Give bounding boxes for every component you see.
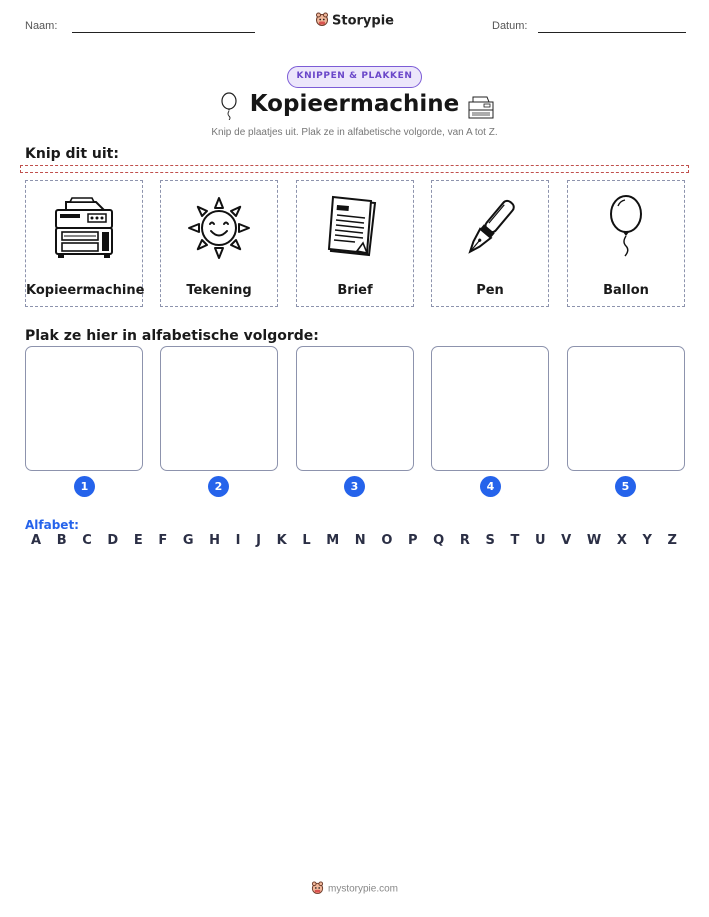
copier-icon [26, 189, 142, 267]
storypie-logo-icon [311, 881, 324, 897]
alphabet-letter: V [561, 533, 572, 548]
alphabet-letter: H [209, 533, 221, 548]
card-label: Kopieermachine [26, 283, 145, 298]
cut-card[interactable] [296, 180, 414, 307]
alphabet-title: Alfabet: [25, 518, 79, 532]
alphabet-letter: P [408, 533, 418, 548]
cut-line [20, 165, 689, 173]
brand [0, 12, 709, 30]
sun-icon [161, 189, 277, 267]
alphabet-row [25, 533, 687, 548]
slot-number: 3 [344, 476, 365, 497]
storypie-logo-icon [315, 12, 329, 30]
alphabet-letter: G [182, 533, 194, 548]
cut-card[interactable] [25, 180, 143, 307]
alphabet-letter: I [235, 533, 241, 548]
paste-slot[interactable] [567, 346, 685, 471]
cut-card[interactable] [567, 180, 685, 307]
card-label: Brief [337, 283, 373, 298]
footer-site-link[interactable]: mystorypie.com [327, 883, 398, 895]
cut-card[interactable] [160, 180, 278, 307]
slot-number: 5 [615, 476, 636, 497]
paste-slot[interactable] [431, 346, 549, 471]
alphabet-letter: Y [642, 533, 652, 548]
alphabet-letter: X [616, 533, 627, 548]
slot-number: 2 [208, 476, 229, 497]
letter-icon [297, 189, 413, 267]
alphabet-letter: D [107, 533, 119, 548]
alphabet-letter: U [534, 533, 546, 548]
copier-deco-icon [467, 94, 495, 124]
page-title: Kopieermachine [249, 91, 460, 117]
alphabet-letter: C [82, 533, 92, 548]
alphabet-letter: S [485, 533, 495, 548]
card-label: Pen [476, 283, 504, 298]
alphabet-letter: L [302, 533, 311, 548]
alphabet-letter: B [56, 533, 67, 548]
alphabet-letter: T [510, 533, 520, 548]
paste-slot[interactable] [296, 346, 414, 471]
date-line[interactable] [538, 32, 686, 33]
cut-card[interactable] [431, 180, 549, 307]
instructions: Knip de plaatjes uit. Plak ze in alfabetische volgorde, van A tot Z. [211, 127, 498, 138]
alphabet-letter: M [326, 533, 340, 548]
slot-number: 1 [74, 476, 95, 497]
alphabet-letter: W [586, 533, 602, 548]
alphabet-letter: N [354, 533, 366, 548]
footer [0, 881, 709, 897]
paste-slot[interactable] [160, 346, 278, 471]
card-label: Ballon [603, 283, 649, 298]
alphabet-letter: R [459, 533, 470, 548]
name-label: Naam: [25, 20, 58, 32]
fountain-pen-icon [432, 189, 548, 267]
alphabet-letter: K [276, 533, 287, 548]
alphabet-letter: Z [667, 533, 677, 548]
name-line[interactable] [72, 32, 255, 33]
alphabet-letter: E [133, 533, 143, 548]
card-label: Tekening [186, 283, 252, 298]
alphabet-letter: Q [433, 533, 445, 548]
date-label: Datum: [492, 20, 528, 32]
alphabet-letter: J [256, 533, 261, 548]
balloon-icon [568, 189, 684, 267]
alphabet-letter: A [31, 533, 42, 548]
slot-number: 4 [480, 476, 501, 497]
paste-slot[interactable] [25, 346, 143, 471]
cut-section-heading: Knip dit uit: [25, 146, 119, 162]
activity-type-badge: KNIPPEN & PLAKKEN [287, 66, 422, 88]
paste-section-heading: Plak ze hier in alfabetische volgorde: [25, 328, 319, 344]
alphabet-letter: O [381, 533, 393, 548]
alphabet-letter: F [158, 533, 168, 548]
brand-name: Storypie [332, 13, 394, 29]
